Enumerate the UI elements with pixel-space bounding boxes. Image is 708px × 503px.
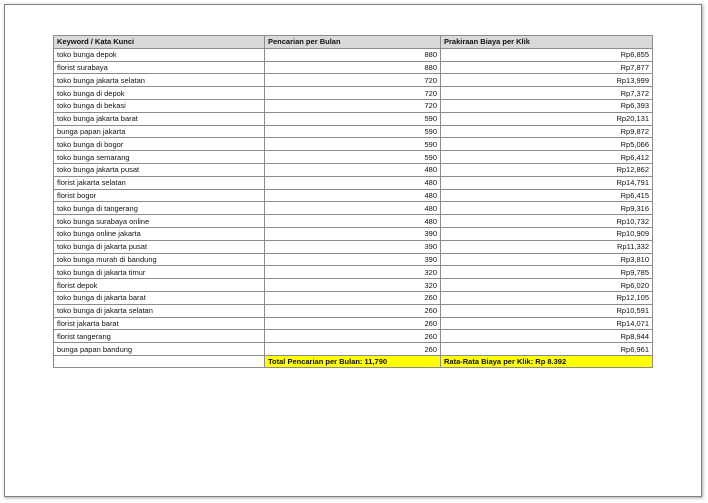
cpc-cell: Rp10,591 (441, 304, 653, 317)
searches-cell: 320 (265, 279, 441, 292)
cpc-cell: Rp6,855 (441, 48, 653, 61)
table-row (54, 202, 653, 215)
keyword-cell: toko bunga jakarta selatan (54, 74, 265, 87)
searches-cell: 880 (265, 61, 441, 74)
searches-cell: 590 (265, 151, 441, 164)
header-estimated-cpc: Prakiraan Biaya per Klik (441, 36, 653, 49)
total-searches: Total Pencarian per Bulan: 11,790 (265, 355, 441, 367)
cpc-cell: Rp6,415 (441, 189, 653, 202)
keyword-cell: toko bunga semarang (54, 151, 265, 164)
cpc-cell: Rp6,020 (441, 279, 653, 292)
cpc-cell: Rp6,393 (441, 99, 653, 112)
summary-blank-cell (54, 355, 265, 367)
cpc-cell: Rp10,909 (441, 227, 653, 240)
table-row (54, 99, 653, 112)
cpc-cell: Rp6,412 (441, 151, 653, 164)
cpc-cell: Rp14,071 (441, 317, 653, 330)
table-row (54, 330, 653, 343)
table-row (54, 240, 653, 253)
searches-cell: 390 (265, 227, 441, 240)
keyword-cell: bunga papan bandung (54, 343, 265, 356)
cpc-cell: Rp7,877 (441, 61, 653, 74)
keyword-cell: toko bunga di bogor (54, 138, 265, 151)
cpc-cell: Rp11,332 (441, 240, 653, 253)
table-row (54, 176, 653, 189)
table-row (54, 317, 653, 330)
table-row (54, 112, 653, 125)
keyword-cell: toko bunga di jakarta selatan (54, 304, 265, 317)
cpc-cell: Rp9,785 (441, 266, 653, 279)
keyword-cell: toko bunga di jakarta barat (54, 291, 265, 304)
cpc-cell: Rp9,316 (441, 202, 653, 215)
cpc-cell: Rp8,944 (441, 330, 653, 343)
summary-row (54, 355, 653, 367)
table-row (54, 87, 653, 100)
searches-cell: 590 (265, 125, 441, 138)
cpc-cell: Rp13,999 (441, 74, 653, 87)
cpc-cell: Rp9,872 (441, 125, 653, 138)
table-row (54, 304, 653, 317)
searches-cell: 720 (265, 87, 441, 100)
cpc-cell: Rp7,372 (441, 87, 653, 100)
searches-cell: 590 (265, 112, 441, 125)
table-row (54, 227, 653, 240)
keyword-cell: toko bunga di jakarta pusat (54, 240, 265, 253)
table-row (54, 189, 653, 202)
table-row (54, 48, 653, 61)
keyword-cell: toko bunga jakarta pusat (54, 163, 265, 176)
searches-cell: 480 (265, 189, 441, 202)
searches-cell: 260 (265, 291, 441, 304)
searches-cell: 260 (265, 330, 441, 343)
cpc-cell: Rp14,791 (441, 176, 653, 189)
table-header-row (54, 36, 653, 49)
table-row (54, 343, 653, 356)
keyword-cell: toko bunga di jakarta timur (54, 266, 265, 279)
searches-cell: 720 (265, 99, 441, 112)
searches-cell: 260 (265, 317, 441, 330)
table-row (54, 266, 653, 279)
searches-cell: 390 (265, 240, 441, 253)
cpc-cell: Rp6,961 (441, 343, 653, 356)
keyword-cell: toko bunga depok (54, 48, 265, 61)
cpc-cell: Rp3,810 (441, 253, 653, 266)
searches-cell: 320 (265, 266, 441, 279)
table-row (54, 163, 653, 176)
table-row (54, 291, 653, 304)
keyword-table (53, 35, 653, 368)
keyword-cell: florist jakarta barat (54, 317, 265, 330)
keyword-cell: florist bogor (54, 189, 265, 202)
searches-cell: 480 (265, 202, 441, 215)
keyword-cell: toko bunga online jakarta (54, 227, 265, 240)
keyword-cell: bunga papan jakarta (54, 125, 265, 138)
table-row (54, 125, 653, 138)
header-monthly-searches: Pencarian per Bulan (265, 36, 441, 49)
keyword-cell: florist jakarta selatan (54, 176, 265, 189)
searches-cell: 260 (265, 304, 441, 317)
cpc-cell: Rp10,732 (441, 215, 653, 228)
table-row (54, 74, 653, 87)
table-row (54, 279, 653, 292)
keyword-cell: toko bunga jakarta barat (54, 112, 265, 125)
searches-cell: 260 (265, 343, 441, 356)
keyword-cell: florist surabaya (54, 61, 265, 74)
keyword-cell: toko bunga di tangerang (54, 202, 265, 215)
keyword-cell: toko bunga surabaya online (54, 215, 265, 228)
keyword-cell: toko bunga di depok (54, 87, 265, 100)
searches-cell: 880 (265, 48, 441, 61)
searches-cell: 390 (265, 253, 441, 266)
keyword-cell: toko bunga murah di bandung (54, 253, 265, 266)
cpc-cell: Rp12,105 (441, 291, 653, 304)
table-row (54, 61, 653, 74)
searches-cell: 480 (265, 163, 441, 176)
average-cpc: Rata-Rata Biaya per Klik: Rp 8.392 (441, 355, 653, 367)
table-row (54, 138, 653, 151)
searches-cell: 590 (265, 138, 441, 151)
keyword-cell: florist depok (54, 279, 265, 292)
searches-cell: 480 (265, 215, 441, 228)
searches-cell: 480 (265, 176, 441, 189)
keyword-cell: florist tangerang (54, 330, 265, 343)
cpc-cell: Rp5,066 (441, 138, 653, 151)
cpc-cell: Rp20,131 (441, 112, 653, 125)
table-row (54, 151, 653, 164)
cpc-cell: Rp12,862 (441, 163, 653, 176)
keyword-cell: toko bunga di bekasi (54, 99, 265, 112)
searches-cell: 720 (265, 74, 441, 87)
table-row (54, 253, 653, 266)
table-row (54, 215, 653, 228)
header-keyword: Keyword / Kata Kunci (54, 36, 265, 49)
